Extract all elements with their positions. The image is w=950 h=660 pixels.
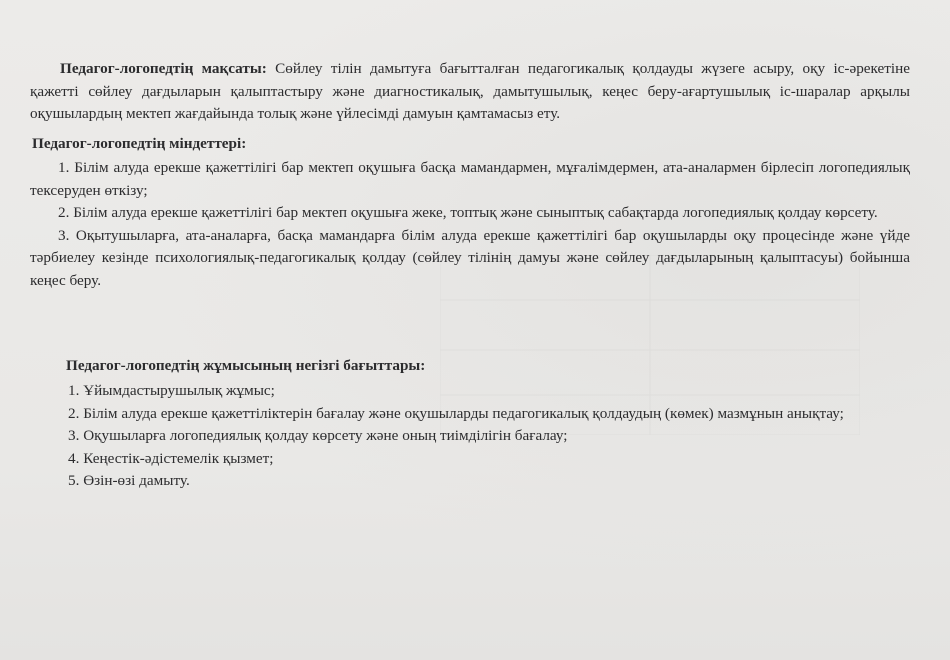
direction-item-3: 3. Оқушыларға логопедиялық қолдау көрсету және оның тиімділігін бағалау; [68, 427, 568, 444]
goal-paragraph [30, 58, 910, 126]
direction-item-5: 5. Өзін-өзі дамыту. [68, 472, 190, 489]
task-item-2: 2. Білім алуда ерекше қажеттілігі бар мектеп оқушыға жеке, топтық және сыныптық сабақтарда логопедиялық қолдау көрсету. [58, 204, 878, 221]
direction-item-4: 4. Кеңестік-әдістемелік қызмет; [68, 449, 274, 467]
direction-item-2: 2. Білім алуда ерекше қажеттіліктерін бағалау және оқушыларды педагогикалық қолдаудың (көмек) мазмұнын анықтау; [68, 404, 844, 422]
goal-heading: Педагог-логопедтің мақсаты: [60, 60, 267, 77]
task-item-1: 1. Білім алуда ерекше қажеттілігі бар мектеп оқушыға басқа мамандармен, мұғалімдермен, ата-аналармен бірлесіп логопедиялық тексеруден өткізу; [30, 159, 910, 199]
directions-list [40, 380, 900, 493]
task-item-3: 3. Оқытушыларға, ата-аналарға, басқа мамандарға білім алуда ерекше қажеттілігі бар оқушыларды оқу процесінде және үйде тәрбиелеу кезінде психологиялық-педагогикалық қолдау (сөйлеу тілінің дамуы және сөйлеу дағдыларының қалыптасуы) бойынша кеңес беру. [30, 226, 910, 289]
direction-item-1: 1. Ұйымдастырушылық жұмыс; [68, 382, 275, 399]
tasks-heading: Педагог-логопедтің міндеттері: [32, 135, 247, 152]
tasks-list [30, 157, 910, 292]
directions-heading: Педагог-логопедтің жұмысының негізгі бағыттары: [66, 357, 426, 374]
goal-text: Сөйлеу тілін дамытуға бағытталған педагогикалық қолдауды жүзеге асыру, оқу іс-әрекетіне қажетті сөйлеу дағдыларын қалыптастыру және диагностикалық, дамытушылық, кеңес беру-ағартушылық іс-шаралар арқылы оқушылардың мектеп жағдайында толық және үйлесімді дамуын қамтамасыз ету. [30, 60, 911, 122]
